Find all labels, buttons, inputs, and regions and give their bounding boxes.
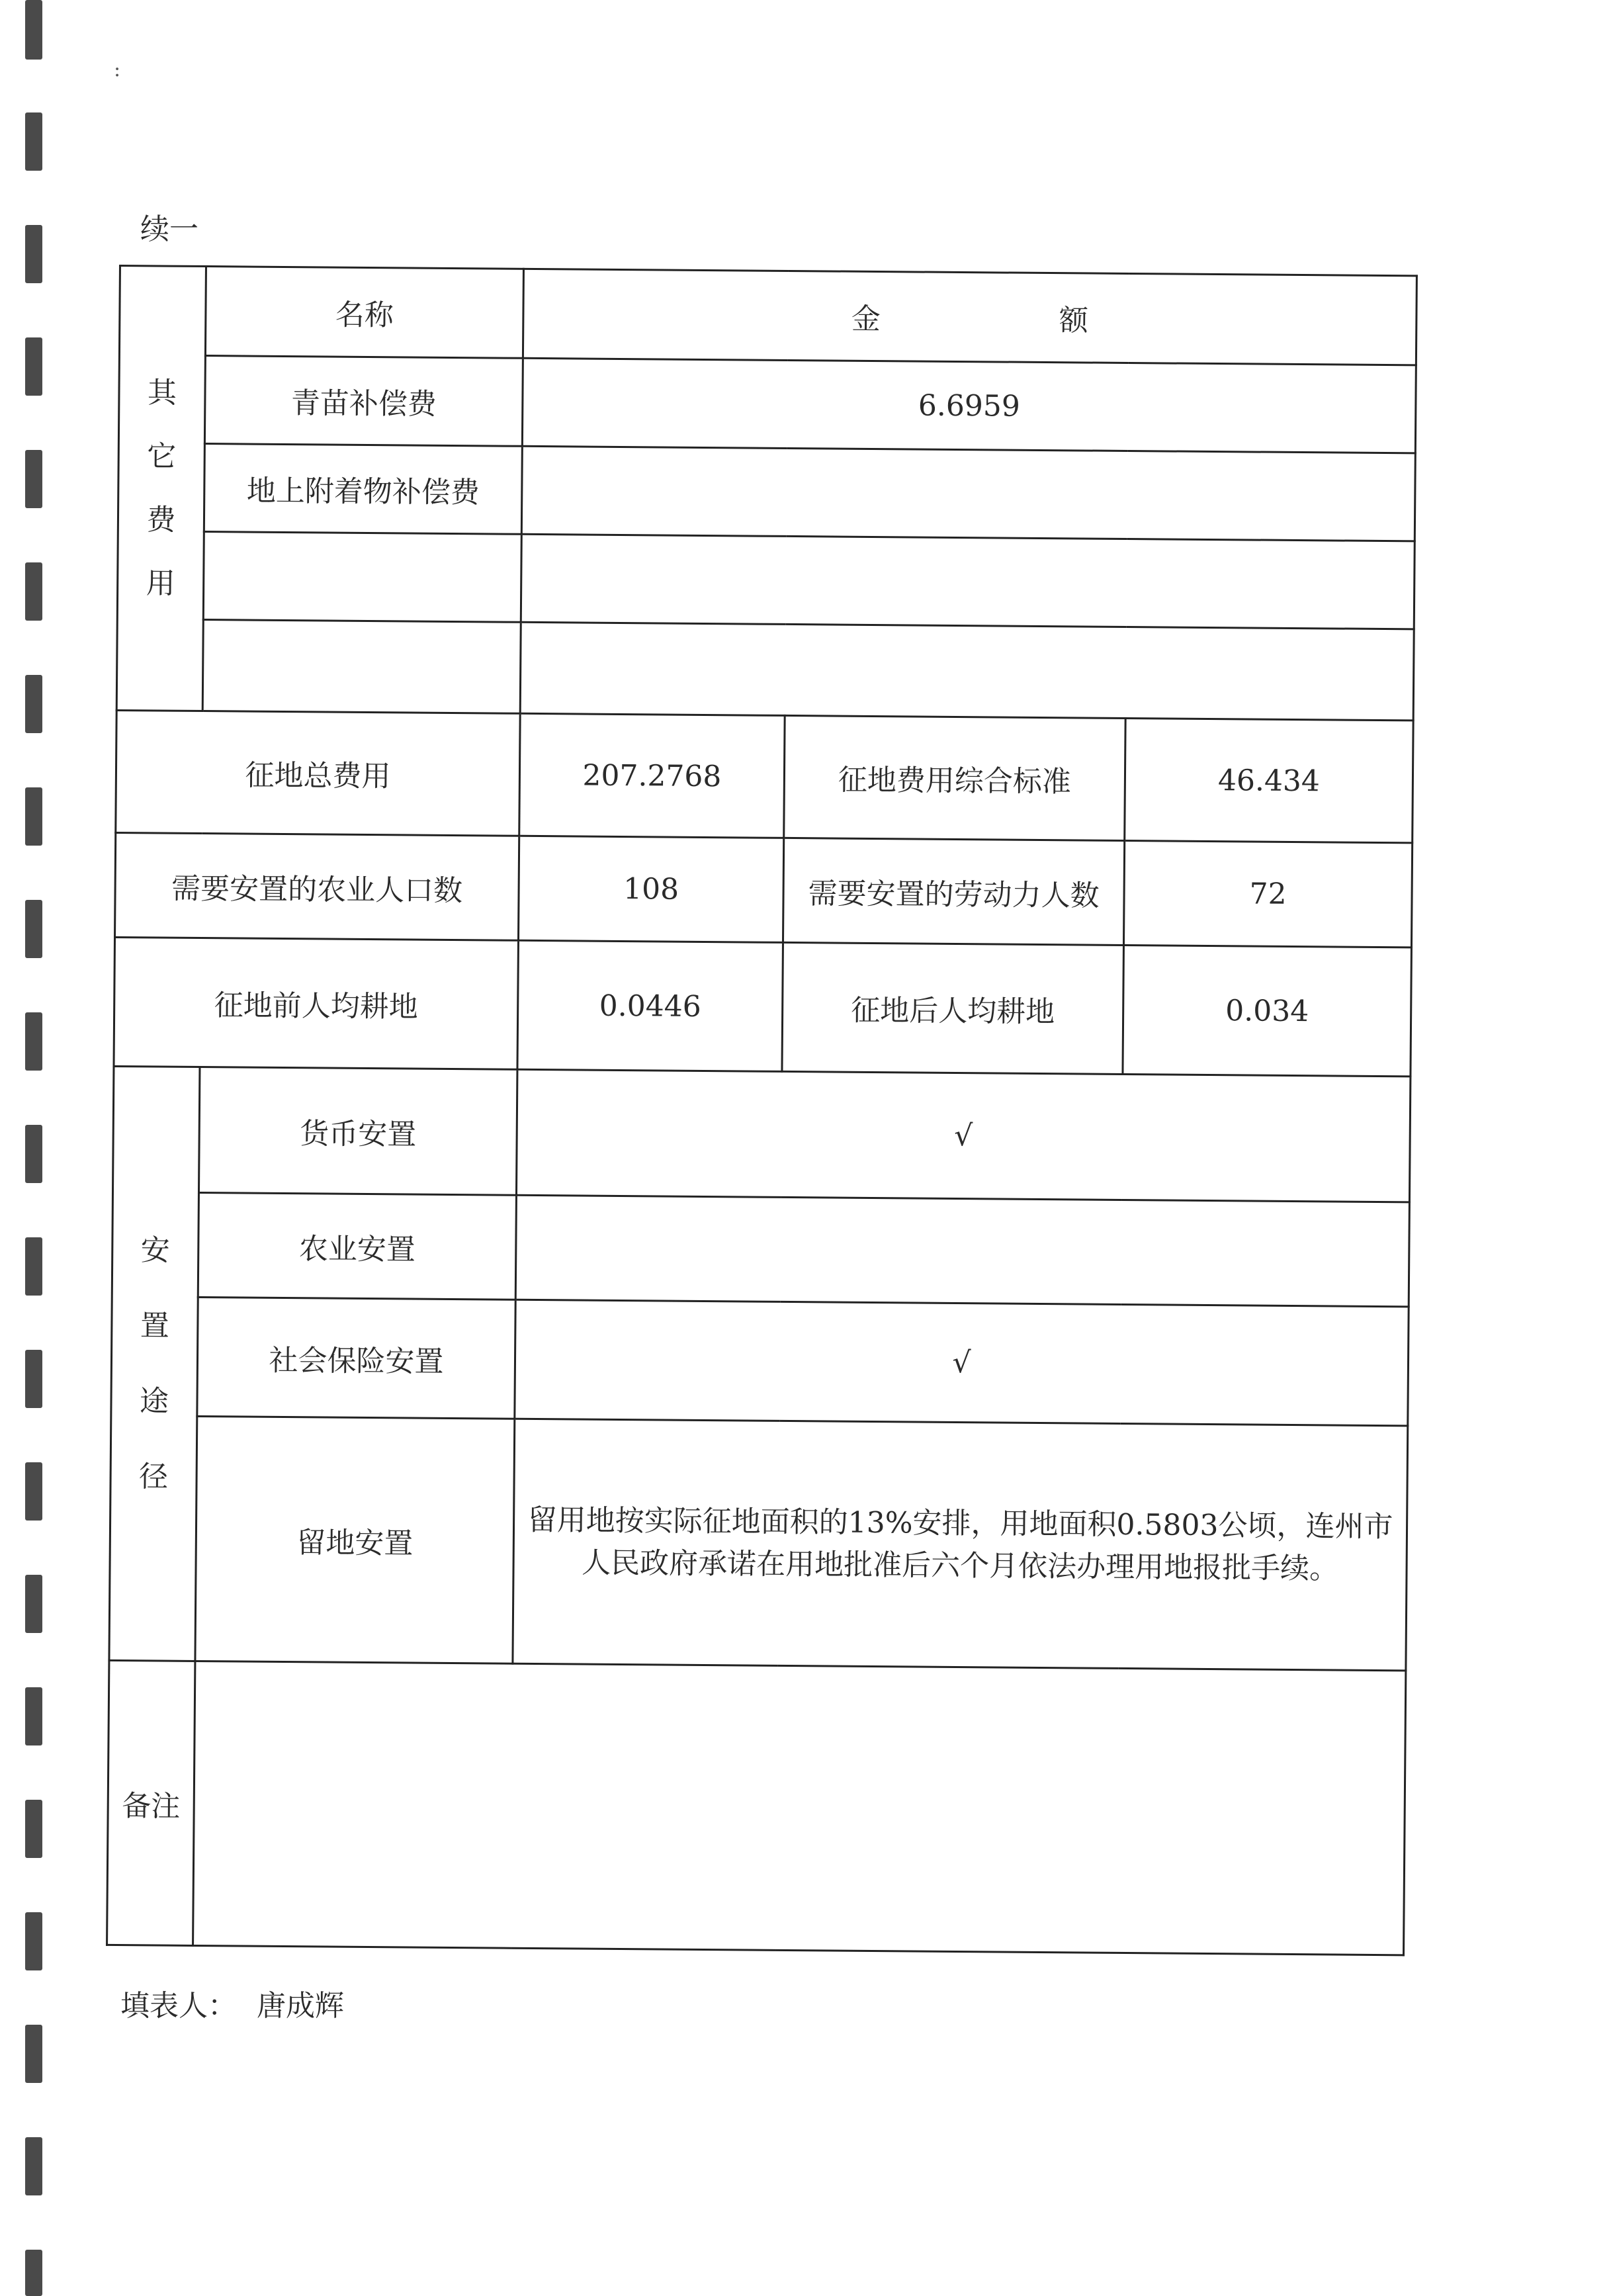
summary-label: 需要安置的农业人口数 — [115, 832, 519, 940]
binding-hole — [25, 787, 42, 846]
summary-row — [116, 710, 1413, 842]
fee-row — [116, 619, 1414, 720]
binding-hole — [25, 1800, 42, 1858]
binding-hole — [25, 675, 42, 733]
resettlement-method: 社会保险安置 — [197, 1297, 515, 1419]
resettlement-group-label — [109, 1066, 200, 1661]
resettlement-row — [111, 1296, 1409, 1425]
group-label-char: 置 — [140, 1308, 170, 1343]
other-fees-group-label — [116, 266, 206, 711]
resettlement-row — [112, 1192, 1409, 1306]
filler-name: 唐成辉 — [257, 1989, 344, 2023]
filler-label: 填表人： — [120, 1989, 237, 2023]
binding-hole — [25, 900, 42, 958]
fee-amount — [521, 446, 1415, 541]
summary-label: 需要安置的劳动力人数 — [783, 838, 1124, 945]
summary-value: 46.434 — [1125, 718, 1413, 842]
resettlement-check: √ — [515, 1300, 1409, 1426]
binding-hole — [25, 2250, 42, 2296]
group-label-char: 径 — [138, 1459, 169, 1494]
fee-row — [118, 355, 1416, 453]
summary-row — [115, 832, 1413, 947]
binding-hole — [25, 0, 42, 60]
form-table — [106, 265, 1418, 1956]
binding-holes — [19, 0, 45, 2296]
binding-hole — [25, 450, 42, 508]
summary-label: 征地费用综合标准 — [784, 715, 1125, 840]
resettlement-method: 农业安置 — [198, 1192, 516, 1300]
fee-amount — [520, 622, 1414, 721]
name-column-header: 名称 — [205, 267, 523, 359]
fee-amount: 6.6959 — [522, 358, 1416, 453]
summary-value: 108 — [518, 836, 783, 942]
land-acquisition-form — [106, 265, 1416, 1968]
group-label-char: 它 — [147, 439, 177, 474]
group-label-char: 用 — [146, 566, 175, 601]
binding-hole — [25, 1912, 42, 1970]
binding-hole — [25, 1125, 42, 1183]
fee-name: 青苗补偿费 — [204, 356, 523, 447]
resettlement-row — [112, 1066, 1410, 1202]
scan-speck: : — [114, 58, 121, 81]
resettlement-check — [515, 1195, 1409, 1307]
summary-value: 207.2768 — [519, 713, 785, 838]
summary-row — [114, 937, 1412, 1076]
fee-row — [117, 531, 1415, 629]
land-reserve-description: 留用地按实际征地面积的13%安排，用地面积0.5803公顷，连州市人民政府承诺在用地批准后六个月依法办理用地报批手续。 — [513, 1419, 1408, 1671]
group-label-char: 途 — [139, 1384, 169, 1419]
binding-hole — [25, 1350, 42, 1408]
resettlement-check: √ — [516, 1069, 1410, 1202]
resettlement-row — [109, 1415, 1408, 1670]
remarks-label: 备注 — [107, 1660, 195, 1945]
binding-hole — [25, 1575, 42, 1633]
remarks-value — [193, 1661, 1406, 1955]
group-label-char: 其 — [147, 375, 177, 410]
summary-label: 征地后人均耕地 — [782, 942, 1124, 1074]
fee-name — [202, 620, 521, 714]
amount-header-char: 额 — [1059, 304, 1089, 338]
binding-hole — [25, 1237, 42, 1296]
binding-hole — [25, 1012, 42, 1071]
amount-column-header — [523, 269, 1416, 365]
binding-hole — [25, 562, 42, 621]
summary-value: 72 — [1123, 840, 1412, 947]
binding-hole — [25, 112, 42, 171]
form-filler — [120, 1982, 364, 2024]
other-fees-header-row — [119, 266, 1416, 365]
fee-amount — [521, 534, 1415, 629]
binding-hole — [25, 225, 42, 283]
remarks-row — [107, 1660, 1406, 1955]
binding-hole — [25, 2137, 42, 2195]
binding-hole — [25, 1687, 42, 1745]
resettlement-method: 留地安置 — [195, 1416, 515, 1663]
summary-value: 0.034 — [1123, 945, 1412, 1076]
binding-hole — [25, 1462, 42, 1521]
group-label-char: 费 — [146, 502, 176, 537]
binding-hole — [25, 2025, 42, 2083]
summary-label: 征地总费用 — [116, 710, 520, 836]
binding-hole — [25, 337, 42, 396]
fee-row — [118, 443, 1415, 541]
resettlement-method: 货币安置 — [198, 1067, 517, 1195]
group-label-char: 安 — [140, 1233, 171, 1268]
summary-value: 0.0446 — [517, 940, 783, 1071]
continuation-heading: 续一 — [140, 212, 198, 246]
fee-name — [203, 532, 521, 623]
fee-name: 地上附着物补偿费 — [204, 444, 522, 535]
amount-header-char: 金 — [851, 302, 881, 337]
summary-label: 征地前人均耕地 — [114, 937, 519, 1069]
